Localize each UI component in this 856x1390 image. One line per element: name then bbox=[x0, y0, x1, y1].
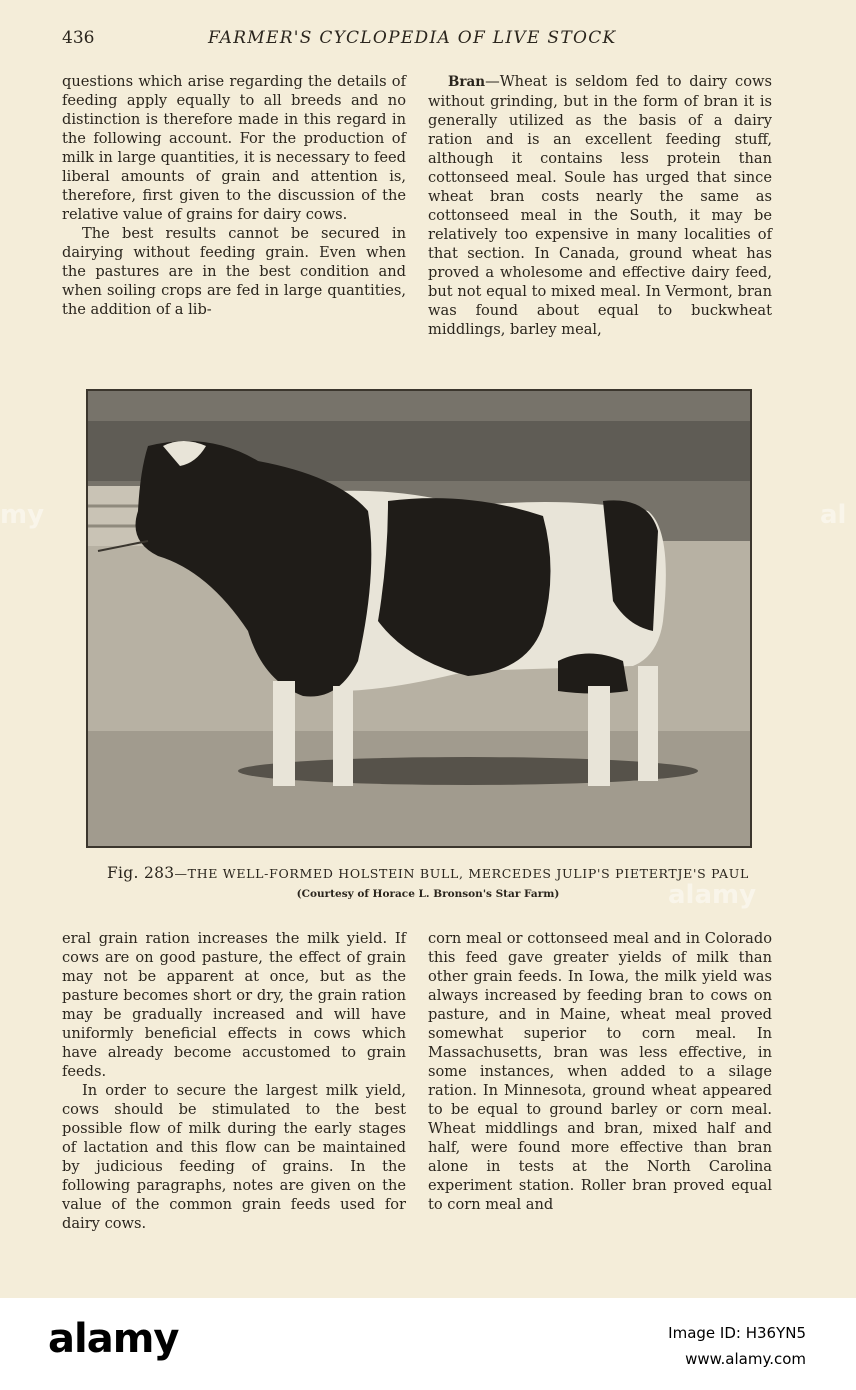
column-top-right bbox=[428, 72, 772, 339]
figure-number: Fig. 283 bbox=[106, 864, 175, 882]
watermark-fragment: al bbox=[820, 500, 847, 530]
holstein-bull-illustration bbox=[88, 391, 750, 846]
bull-photograph bbox=[86, 389, 752, 848]
watermark-text: alamy bbox=[668, 880, 757, 910]
paragraph: questions which arise regarding the details of feeding apply equally to all breeds and no distinction is therefore made in this regard in the following account. For the production of milk in large quantities, it is necessary to feed liberal amounts of grain and attention is, therefore, first given to the discussion of the relative value of grains for dairy cows. bbox=[62, 73, 406, 223]
page-header bbox=[62, 28, 794, 52]
figure-title: —THE WELL-FORMED HOLSTEIN BULL, MERCEDES JULIP'S PIETERTJE'S PAUL bbox=[174, 866, 750, 881]
column-bottom-right bbox=[428, 929, 772, 1214]
figure-credit: (Courtesy of Horace L. Bronson's Star Farm) bbox=[296, 888, 560, 900]
image-id: Image ID: H36YN5 bbox=[668, 1324, 806, 1342]
column-top-left bbox=[62, 72, 406, 319]
paragraph: —Wheat is seldom fed to dairy cows without grinding, but in the form of bran it is generally utilized as the basis of a dairy ration and is an excellent feeding stuff, although it contains less protein than cottonseed meal. Soule has urged that since wheat bran costs nearly the same as cottonseed meal in the South, it may be relatively too expensive in many localities of that section. In Canada, ground wheat has proved a wholesome and effective dairy feed, but not equal to mixed meal. In Vermont, bran was found about equal to buckwheat middlings, barley meal, bbox=[428, 73, 772, 338]
section-heading-bran: Bran bbox=[448, 74, 486, 90]
watermark-fragment: my bbox=[0, 500, 45, 530]
image-id-block bbox=[668, 1320, 806, 1372]
page-number: 436 bbox=[62, 28, 95, 48]
column-bottom-left bbox=[62, 929, 406, 1233]
alamy-logo: alamy bbox=[48, 1316, 179, 1362]
paragraph: eral grain ration increases the milk yield. If cows are on good pasture, the effect of grain may not be apparent at once, but as the pasture becomes short or dry, the grain ration may be gradually increased and will have uniformly beneficial effects in cows which have already become accustomed to grain feeds. bbox=[62, 930, 406, 1080]
running-title: FARMER'S CYCLOPEDIA OF LIVE STOCK bbox=[208, 28, 617, 48]
paragraph: corn meal or cottonseed meal and in Colorado this feed gave greater yields of milk than other grain feeds. In Iowa, the milk yield was always increased by feeding bran to cows on pasture, and in Maine, wheat meal proved somewhat superior to corn meal. In Massachusetts, bran was less effective, in some instances, when added to a silage ration. In Minnesota, ground wheat appeared to be equal to ground barley or corn meal. Wheat middlings and bran, mixed half and half, were found more effective than bran alone in tests at the North Carolina experiment station. Roller bran proved equal to corn meal and bbox=[428, 930, 772, 1213]
paragraph: In order to secure the largest milk yield, cows should be stimulated to the best possible flow of milk during the early stages of lactation and this flow can be maintained by judicious feeding of grains. In the following paragraphs, notes are given on the value of the common grain feeds used for dairy cows. bbox=[62, 1082, 406, 1232]
alamy-url: www.alamy.com bbox=[685, 1350, 806, 1368]
paragraph: The best results cannot be secured in dairying without feeding grain. Even when the pastures are in the best condition and when soiling crops are fed in large quantities, the addition of a lib- bbox=[62, 225, 406, 318]
